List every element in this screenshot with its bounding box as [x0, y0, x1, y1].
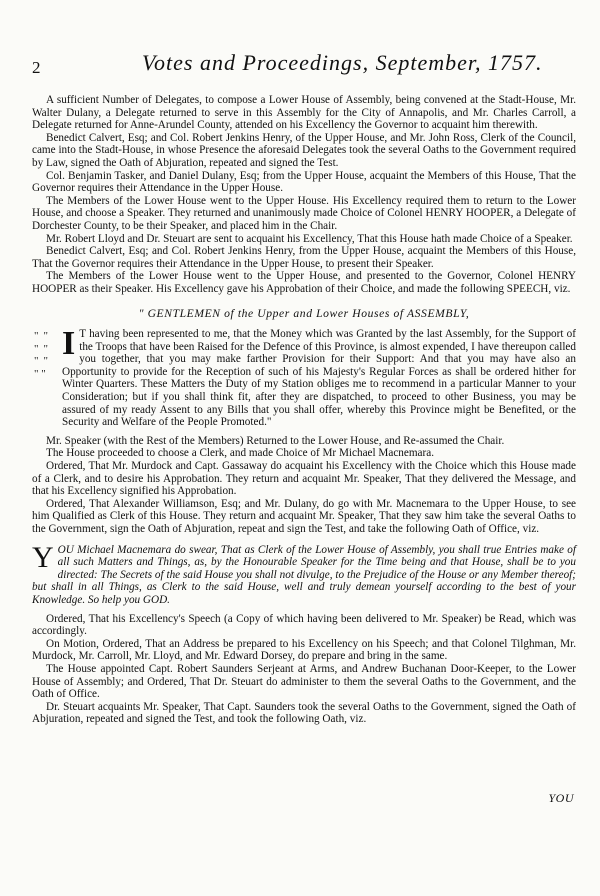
paragraph: Mr. Speaker (with the Rest of the Members) Returned to the Lower House, and Re-assumed the Chair. — [46, 434, 505, 447]
paragraph: Benedict Calvert, Esq; and Col. Robert Jenkins Henry, of the Upper House, and Mr. John Ross, Clerk of the Council, came into the Stadt-House, in whose Presence the aforesaid Delegates took the several Oaths to the Government required by Law, signed the Oath of Abjuration, repeated and signed the Test. — [32, 131, 576, 169]
paragraph: The House proceeded to choose a Clerk, and made Choice of Mr Michael Macnemara. — [46, 447, 434, 460]
paragraph: The House appointed Capt. Robert Saunders Serjeant at Arms, and Andrew Buchanan Door-Keeper, to the Lower House of Assembly; and Ordered, That Dr. Steuart do administer to them the several Oaths to the Government, and the Oath of Office. — [32, 662, 576, 701]
paragraph: Mr. Robert Lloyd and Dr. Steuart are sent to acquaint his Excellency, That this House hath made Choice of a Speaker. — [46, 232, 573, 245]
paragraph: Ordered, That Alexander Williamson, Esq; and Mr. Dulany, do go with Mr. Macnemara to the Upper House, to see him Qualified as Clerk of this House. They return and acquaint Mr. Speaker, That they saw him take the several Oaths to the Government, sign the Oath of Abjuration, repeat and sign the Test, and take the following Oath of Office, viz. — [32, 497, 576, 535]
paragraph: The Members of the Lower House went to the Upper House. His Excellency required them to return to the Lower House, and choose a Speaker. They returned and unanimously made Choice of Colonel HENRY HOOPER, a Delegate of Dorchester County, to be their Speaker, and placed him in the Chair. — [32, 194, 576, 232]
speech-heading: " GENTLEMEN of the Upper and Lower Houses of ASSEMBLY, — [138, 306, 470, 320]
document-body — [32, 94, 576, 726]
paragraph: Col. Benjamin Tasker, and Daniel Dulany, Esq; from the Upper House, acquaint the Members of this House, That the Governor requires their Attendance in the Upper House. — [32, 169, 576, 195]
paragraph: Dr. Steuart acquaints Mr. Speaker, That Capt. Saunders took the several Oaths to the Government, signed the Oath of Abjuration, repeated and signed the Test, and took the following Oath, viz. — [32, 700, 576, 726]
oath-dropcap: Y — [32, 540, 54, 574]
governor-speech — [32, 325, 576, 429]
page-number: 2 — [32, 58, 41, 77]
page-header — [32, 50, 572, 80]
catchword: YOU — [548, 791, 574, 805]
speech-dropcap: I — [62, 325, 76, 363]
paragraph: On Motion, Ordered, That an Address be prepared to his Excellency on his Speech; and that Colonel Tilghman, Mr. Murdock, Mr. Carroll, Mr. Lloyd, and Mr. Edward Dorsey, do prepare and bring in the same. — [32, 637, 576, 663]
speech-quote-marks: " " " " " " " " — [34, 330, 48, 380]
paragraph: Benedict Calvert, Esq; and Col. Robert Jenkins Henry, from the Upper House, acquaint the Members of this House, That the Governor requires their Attendance in the Upper House, to present their Speaker. — [32, 245, 576, 270]
paragraph: Ordered, That his Excellency's Speech (a Copy of which having been delivered to Mr. Speaker) be Read, which was accordingly. — [32, 612, 576, 638]
paragraph: Ordered, That Mr. Murdock and Capt. Gassaway do acquaint his Excellency with the Choice which this House made of a Clerk, and to desire his Approbation. They return and acquaint Mr. Speaker, That they delivered the Message, and that his Excellency signified his Approbation. — [32, 460, 576, 498]
running-head: Votes and Proceedings, September, 1757. — [142, 50, 543, 75]
speech-text: T having been represented to me, that the Money which was Granted by the last Assembly, for the Support of the Troops that have been Raised for the Defence of this Province, is almost expended, I have thereupon called you together, that you may make farther Provision for their Support: And that you may have also an Opportunity to provide for the Reception of such of his Majesty's Regular Forces as shall be ordered hither for Winter Quarters. These Matters the Duty of my Station obliges me to recommend in a particular Manner to your Consideration; but if you shall think fit, after they are dispatched, to proceed to other Business, you may be assured of my ready Assent to any Bills that you shall offer, whereby this Province might be Benefited, or the Security and Welfare of the People Promoted." — [62, 328, 576, 429]
oath-text: OU Michael Macnemara do swear, That as Clerk of the Lower House of Assembly, you shall true Entries make of all such Matters and Things, as, by the Honourable Speaker for the Time being and that House, shall be to you directed: The Secrets of the said House you shall not divulge, to the Prejudice of the House or any Member thereof; but shall in all Things, as Clerk to the said House, well and truly demean yourself according to the best of your Knowledge. So help you GOD. — [32, 543, 576, 606]
paragraph: The Members of the Lower House went to the Upper House, and presented to the Governor, Colonel HENRY HOOPER as their Speaker. His Excellency gave his Approbation of their Choice, and made the following SPEECH, viz. — [32, 270, 576, 295]
clerk-oath — [32, 540, 576, 607]
paragraph: A sufficient Number of Delegates, to compose a Lower House of Assembly, being convened at the Stadt-House, Mr. Walter Dulany, a Delegate returned to serve in this Assembly for the City of Annapolis, and Mr. Charles Carroll, a Delegate returned for Anne-Arundel County, attended on his Excellency the Governor to acquaint him therewith. — [32, 94, 576, 132]
